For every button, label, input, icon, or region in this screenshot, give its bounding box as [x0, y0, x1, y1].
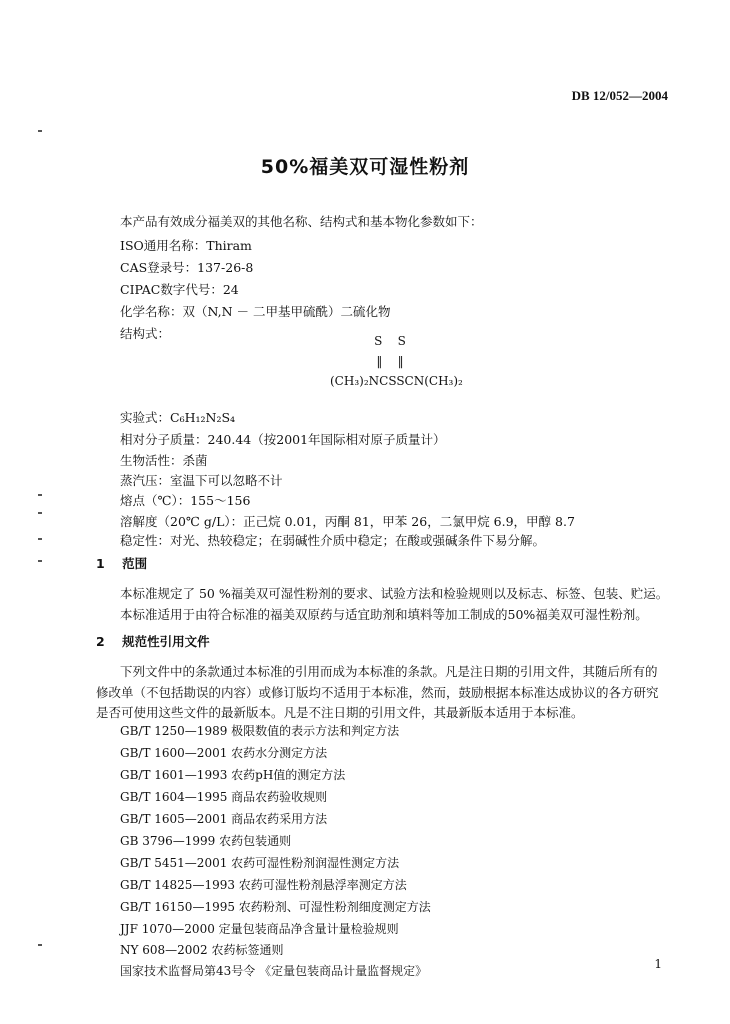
- structure-sulfur-atoms: S S: [374, 334, 406, 348]
- scan-mark: [38, 538, 42, 540]
- section-1-para-2: 本标准适用于由符合标准的福美双原药与适宜助剂和填料等加工制成的50%福美双可湿性粉剂。: [120, 607, 648, 622]
- scan-mark: [38, 494, 42, 496]
- page-number: 1: [654, 957, 662, 971]
- solubility: 溶解度（20℃ g/L）：正己烷 0.01，丙酮 81，甲苯 26，二氯甲烷 6.9，甲醇 8.7: [120, 514, 575, 529]
- scan-mark: [38, 130, 42, 132]
- section-2-heading: 2 规范性引用文件: [96, 634, 210, 649]
- bioactivity: 生物活性：杀菌: [120, 453, 208, 468]
- section-2-para-line-1: 下列文件中的条款通过本标准的引用而成为本标准的条款。凡是注日期的引用文件，其随后所有的: [120, 664, 658, 679]
- reference-item: GB/T 1601—1993 农药pH值的测定方法: [120, 768, 346, 782]
- experimental-formula-value: C₆H₁₂N₂S₄: [170, 410, 236, 425]
- reference-item: 国家技术监督局第43号令 《定量包装商品计量监督规定》: [120, 964, 428, 978]
- cas-number: CAS登录号：137-26-8: [120, 260, 254, 275]
- melting-point: 熔点（℃）：155～156: [120, 493, 251, 508]
- chemical-name: 化学名称：双（N,N － 二甲基甲硫酰）二硫化物: [120, 304, 391, 319]
- structure-formula: (CH₃)₂NCSSCN(CH₃)₂: [330, 374, 463, 388]
- section-1-heading: 1 范围: [96, 556, 148, 571]
- section-2-para-line-2: 修改单（不包括勘误的内容）或修订版均不适用于本标准，然而，鼓励根据本标准达成协议的各方研究: [96, 685, 659, 700]
- reference-item: GB 3796—1999 农药包装通则: [120, 834, 292, 848]
- reference-item: GB/T 1604—1995 商品农药验收规则: [120, 790, 328, 804]
- experimental-formula: [120, 408, 235, 426]
- section-2-para-line-3: 是否可使用这些文件的最新版本。凡是不注日期的引用文件，其最新版本适用于本标准。: [96, 705, 584, 720]
- document-title: 50%福美双可湿性粉剂: [260, 156, 470, 178]
- scan-mark: [38, 944, 42, 946]
- reference-item: GB/T 14825—1993 农药可湿性粉剂悬浮率测定方法: [120, 878, 407, 892]
- reference-item: GB/T 1600—2001 农药水分测定方法: [120, 746, 328, 760]
- iso-name: ISO通用名称：Thiram: [120, 238, 252, 253]
- structure-label: 结构式：: [120, 326, 171, 341]
- reference-item: GB/T 5451—2001 农药可湿性粉剂润湿性测定方法: [120, 856, 400, 870]
- molecular-weight: 相对分子质量：240.44（按2001年国际相对原子质量计）: [120, 432, 446, 447]
- cipac-code: CIPAC数字代号：24: [120, 282, 239, 297]
- vapor-pressure: 蒸汽压：室温下可以忽略不计: [120, 473, 283, 488]
- structure-double-bonds: ‖ ‖: [376, 354, 404, 368]
- document-code: DB 12/052—2004: [571, 88, 668, 103]
- reference-item: JJF 1070—2000 定量包装商品净含量计量检验规则: [120, 922, 399, 936]
- reference-item: GB/T 1250—1989 极限数值的表示方法和判定方法: [120, 724, 400, 738]
- stability: 稳定性：对光、热较稳定；在弱碱性介质中稳定；在酸或强碱条件下易分解。: [120, 533, 546, 548]
- properties-intro: 本产品有效成分福美双的其他名称、结构式和基本物化参数如下：: [120, 214, 483, 229]
- reference-item: NY 608—2002 农药标签通则: [120, 943, 284, 957]
- scan-mark: [38, 512, 42, 514]
- reference-item: GB/T 16150—1995 农药粉剂、可湿性粉剂细度测定方法: [120, 900, 431, 914]
- experimental-label: 实验式：: [120, 410, 171, 425]
- reference-item: GB/T 1605—2001 商品农药采用方法: [120, 812, 328, 826]
- section-1-para-1: 本标准规定了 50 %福美双可湿性粉剂的要求、试验方法和检验规则以及标志、标签、包装、贮运。: [120, 586, 669, 601]
- scan-mark: [38, 560, 42, 562]
